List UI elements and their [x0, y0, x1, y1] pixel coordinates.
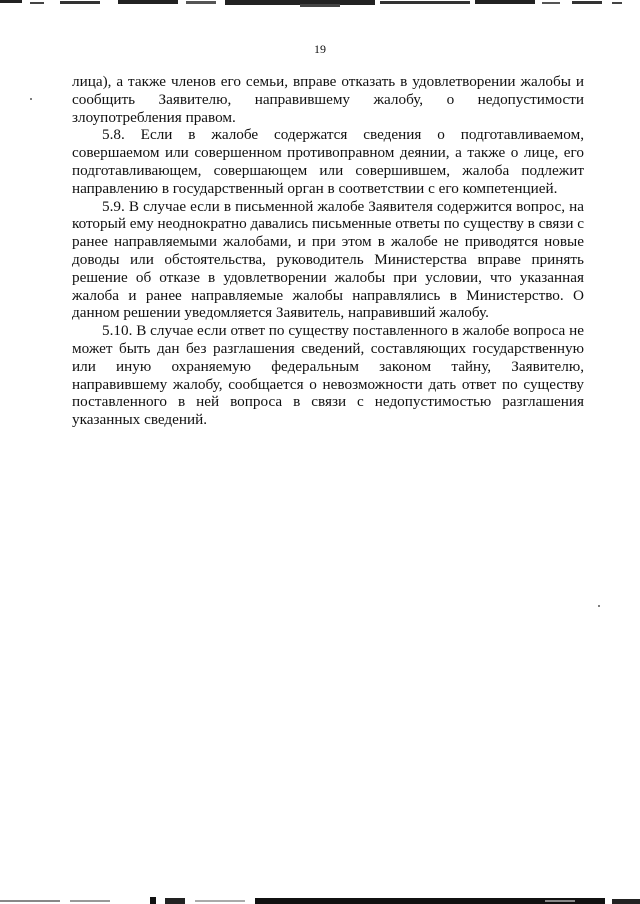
- paragraph-5-8: 5.8. Если в жалобе содержатся сведения о подготавливаемом, совершаемом или совершенном противоправном деянии, а также о лице, его подготавливающем, совершающем или совершившем, жалоба подлежит направлению в государственный орган в соответствии с его компетенцией.: [72, 126, 584, 197]
- document-body: [72, 73, 584, 429]
- paragraph-5-9: 5.9. В случае если в письменной жалобе Заявителя содержится вопрос, на который ему неоднократно давались письменные ответы по существу в связи с ранее направляемыми жалобами, и при этом в жалобе не приводятся новые доводы или обстоятельства, руководитель Министерства вправе принять решение об отказе в удовлетворении жалобы при условии, что указанная жалоба и ранее направляемые жалобы направлялись в Министерство. О данном решении уведомляется Заявитель, направивший жалобу.: [72, 197, 584, 322]
- page-number: 19: [314, 42, 326, 56]
- scan-speck: [598, 605, 600, 607]
- paragraph-5-10: 5.10. В случае если ответ по существу поставленного в жалобе вопроса не может быть дан без разглашения сведений, составляющих государственную или иную охраняемую федеральным законом тайну, Заявителю, направившему жалобу, сообщается о невозможности дать ответ по существу поставленного в ней вопроса в связи с недопустимостью разглашения указанных сведений.: [72, 322, 584, 429]
- paragraph-continuation: лица), а также членов его семьи, вправе отказать в удовлетворении жалобы и сообщить Заявителю, направившему жалобу, о недопустимости злоупотребления правом.: [72, 73, 584, 126]
- scan-artifact-top: [0, 0, 640, 12]
- scan-artifact-bottom: [0, 894, 640, 904]
- scan-speck: [30, 98, 32, 100]
